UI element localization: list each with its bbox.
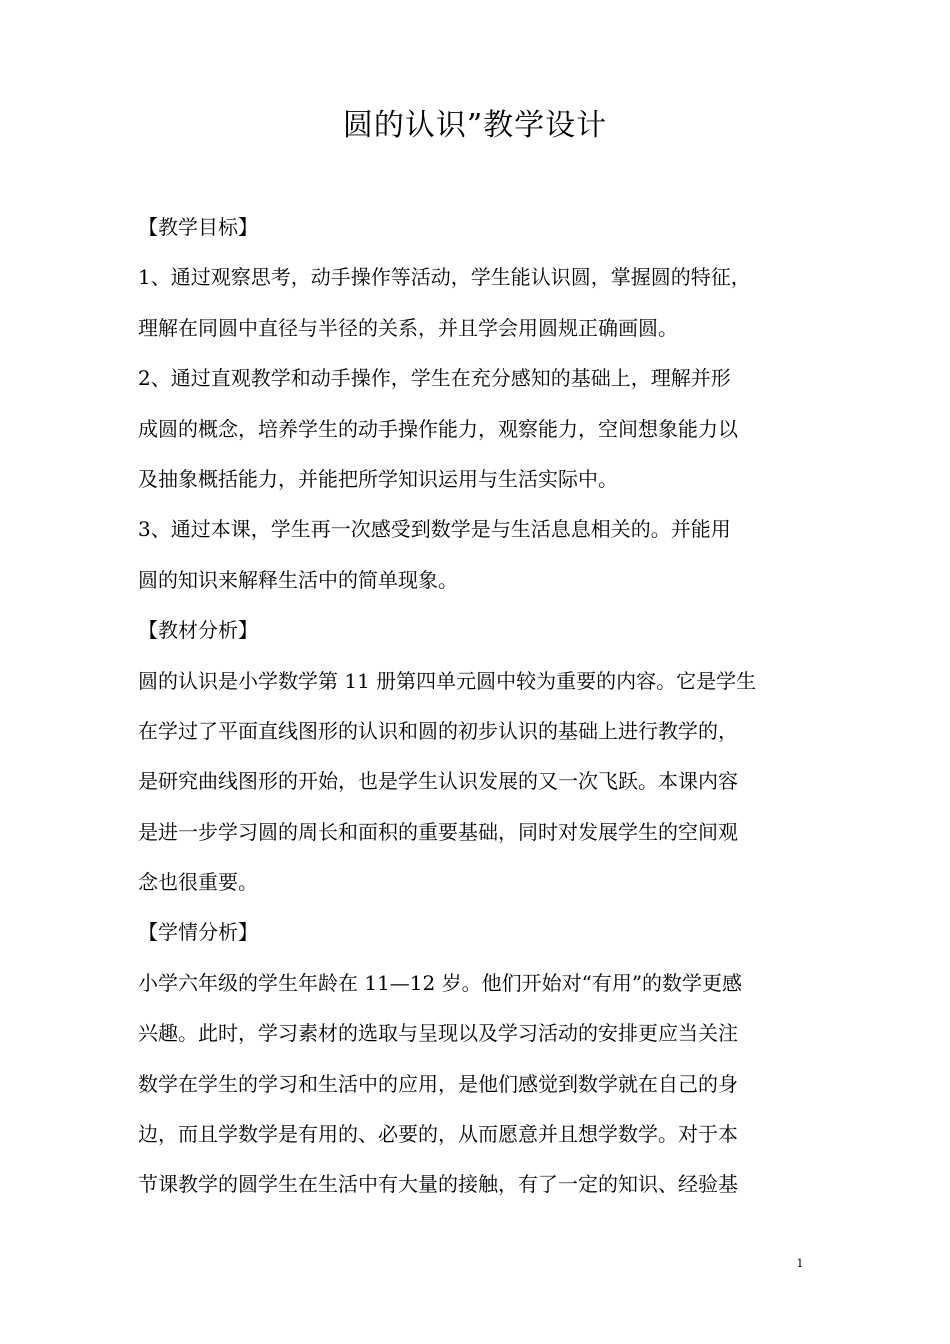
text-line: 小学六年级的学生年龄在 11—12 岁。他们开始对“有用”的数学更感	[138, 970, 743, 995]
text-line: 圆的知识来解释生活中的简单现象。	[138, 567, 458, 592]
text-line: 及抽象概括能力，并能把所学知识运用与生活实际中。	[138, 466, 618, 491]
section-heading-learner-analysis: 【学情分析】	[138, 920, 258, 945]
text-line: 是研究曲线图形的开始，也是学生认识发展的又一次飞跃。本课内容	[138, 769, 738, 794]
document-body	[138, 202, 838, 1210]
text-line: 节课教学的圆学生在生活中有大量的接触，有了一定的知识、经验基	[138, 1172, 738, 1197]
document-title: 圆的认识”教学设计	[342, 108, 608, 143]
text-line: 2、通过直观教学和动手操作，学生在充分感知的基础上，理解并形	[138, 366, 731, 391]
text-line: 圆的认识是小学数学第 11 册第四单元圆中较为重要的内容。它是学生	[138, 668, 757, 693]
page-number: 1	[796, 1257, 804, 1270]
section-heading-textbook-analysis: 【教材分析】	[138, 618, 258, 643]
section-heading-teaching-goals: 【教学目标】	[138, 215, 258, 239]
text-line: 3、通过本课，学生再一次感受到数学是与生活息息相关的。并能用	[138, 517, 731, 542]
text-line: 边，而且学数学是有用的、必要的，从而愿意并且想学数学。对于本	[138, 1122, 738, 1147]
text-line: 兴趣。此时，学习素材的选取与呈现以及学习活动的安排更应当关注	[138, 1021, 738, 1046]
text-line: 成圆的概念，培养学生的动手操作能力，观察能力，空间想象能力以	[138, 416, 738, 441]
text-line: 念也很重要。	[138, 870, 258, 895]
text-line: 在学过了平面直线图形的认识和圆的初步认识的基础上进行教学的，	[138, 718, 738, 743]
text-line: 是进一步学习圆的周长和面积的重要基础，同时对发展学生的空间观	[138, 819, 738, 844]
text-line: 数学在学生的学习和生活中的应用，是他们感觉到数学就在自己的身	[138, 1071, 738, 1096]
text-line: 1、通过观察思考，动手操作等活动，学生能认识圆，掌握圆的特征，	[138, 265, 751, 290]
text-line: 理解在同圆中直径与半径的关系，并且学会用圆规正确画圆。	[138, 315, 678, 340]
